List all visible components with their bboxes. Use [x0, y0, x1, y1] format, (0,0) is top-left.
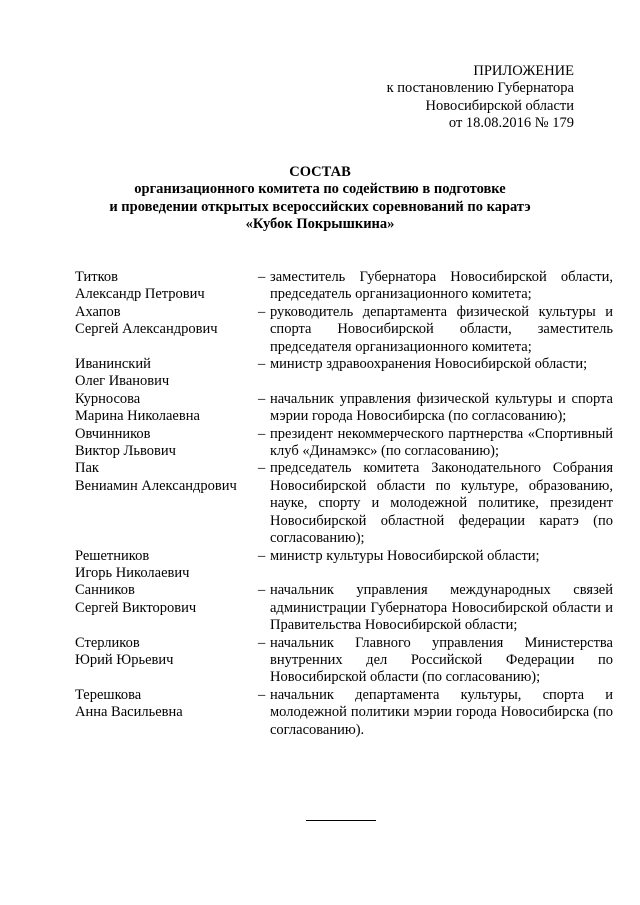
member-role: председатель комитета Законодательного Собрания Новосибирской области по культуре, образованию, науке, спорту и молодежной политике, президент Новосибирской областной федерации каратэ (по согласованию); [270, 460, 613, 547]
member-surname: Иванинский [75, 356, 151, 373]
member-surname: Ахапов [75, 303, 121, 320]
member-surname: Стерликов [75, 634, 140, 651]
member-surname: Курносова [75, 390, 141, 407]
member-given-names: Виктор Львович [75, 443, 176, 460]
member-row [75, 582, 613, 634]
appendix-header [314, 63, 574, 133]
member-surname: Санников [75, 582, 135, 599]
appendix-region: Новосибирской области [425, 97, 574, 114]
member-given-names: Сергей Александрович [75, 321, 218, 338]
member-surname: Овчинников [75, 425, 151, 442]
closing-rule [306, 820, 376, 821]
member-row [75, 391, 613, 426]
member-given-names: Анна Васильевна [75, 704, 183, 721]
member-surname: Пак [75, 460, 99, 477]
member-row [75, 548, 613, 583]
member-row [75, 460, 613, 547]
member-given-names: Олег Иванович [75, 373, 170, 390]
member-name [75, 304, 258, 339]
member-dash: – [258, 390, 266, 407]
member-role: министр культуры Новосибирской области; [270, 547, 540, 564]
member-role: начальник управления международных связей администрации Губернатора Новосибирской области и Правительства Новосибирской области; [270, 582, 613, 634]
title-line-3: и проведении открытых всероссийских соревнований по каратэ [109, 198, 531, 215]
appendix-date-number: от 18.08.2016 № 179 [448, 115, 574, 132]
committee-members-list [75, 269, 613, 739]
member-name [75, 460, 258, 495]
member-dash: – [258, 356, 266, 373]
member-surname: Решетников [75, 547, 150, 564]
member-name [75, 687, 258, 722]
member-dash: – [258, 303, 266, 320]
member-dash: – [258, 547, 266, 564]
member-role: министр здравоохранения Новосибирской области; [270, 356, 588, 373]
member-name [75, 356, 258, 391]
member-given-names: Игорь Николаевич [75, 564, 190, 581]
member-name [75, 426, 258, 461]
member-name [75, 269, 258, 304]
member-given-names: Александр Петрович [75, 286, 205, 303]
member-given-names: Марина Николаевна [75, 408, 200, 425]
member-role: руководитель департамента физической культуры и спорта Новосибирской области, заместитель председателя организационного комитета; [270, 303, 613, 355]
member-role: начальник Главного управления Министерства внутренних дел Российской Федерации по Новосибирской области (по согласованию); [270, 634, 613, 686]
appendix-label: ПРИЛОЖЕНИЕ [473, 63, 574, 79]
member-role: заместитель Губернатора Новосибирской области, председатель организационного комитета; [270, 269, 613, 303]
member-dash: – [258, 686, 266, 703]
member-name [75, 391, 258, 426]
member-dash: – [258, 269, 266, 285]
member-role: начальник управления физической культуры и спорта мэрии города Новосибирска (по согласованию); [270, 390, 613, 425]
member-dash: – [258, 425, 266, 442]
appendix-decree: к постановлению Губернатора [386, 80, 574, 97]
member-row [75, 426, 613, 461]
member-given-names: Вениамин Александрович [75, 477, 237, 494]
member-surname: Титков [75, 269, 118, 285]
member-name [75, 582, 258, 617]
member-row [75, 635, 613, 687]
member-dash: – [258, 582, 266, 599]
member-name [75, 548, 258, 583]
member-row [75, 356, 613, 391]
member-given-names: Сергей Викторович [75, 599, 197, 616]
title-line-2: организационного комитета по содействию в подготовке [134, 181, 506, 198]
document-title [0, 164, 640, 234]
title-line-4: «Кубок Покрышкина» [245, 216, 395, 233]
member-dash: – [258, 460, 266, 477]
member-role: начальник департамента культуры, спорта и молодежной политики мэрии города Новосибирска (по согласованию). [270, 686, 613, 738]
member-role: президент некоммерческого партнерства «Спортивный клуб «Динамэкс» (по согласованию); [270, 425, 613, 460]
member-dash: – [258, 634, 266, 651]
member-surname: Терешкова [75, 686, 142, 703]
member-given-names: Юрий Юрьевич [75, 651, 174, 668]
title-line-1: СОСТАВ [289, 164, 351, 180]
member-name [75, 635, 258, 670]
member-row [75, 304, 613, 356]
member-row [75, 269, 613, 304]
member-row [75, 687, 613, 739]
